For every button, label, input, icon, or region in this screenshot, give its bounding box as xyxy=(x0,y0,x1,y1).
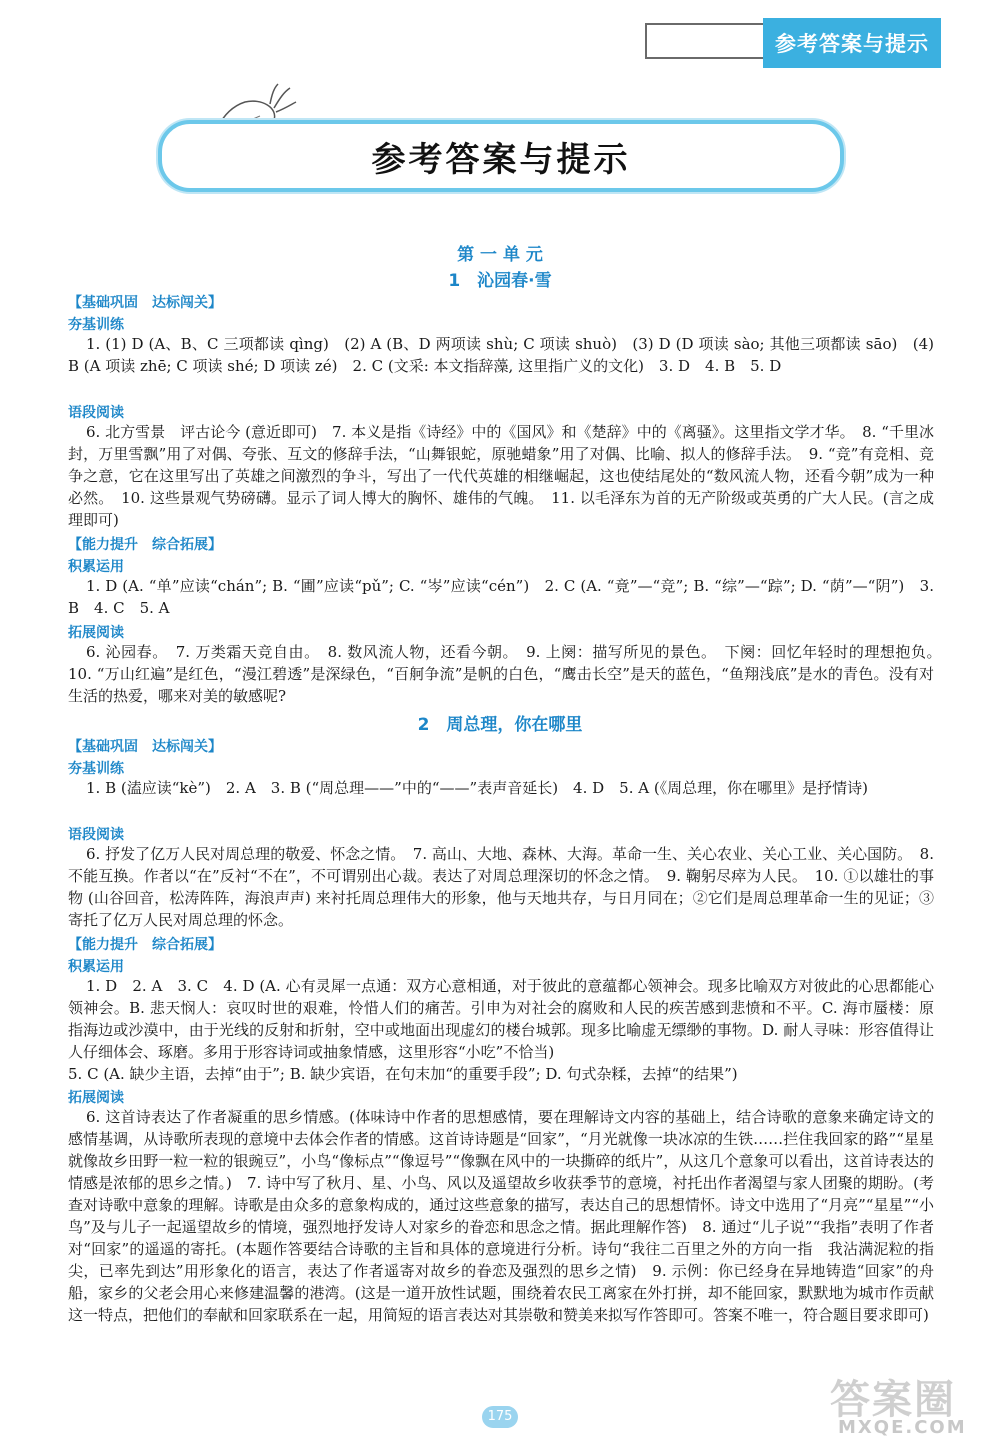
subsection-label: 语段阅读 xyxy=(68,405,124,421)
section-label: 【基础巩固 达标闯关】 xyxy=(68,739,222,755)
section-label: 【基础巩固 达标闯关】 xyxy=(68,295,222,311)
subsection-label: 夯基训练 xyxy=(68,761,124,777)
answer-paragraph: 6. 这首诗表达了作者凝重的思乡情感。(体味诗中作者的思想感情，要在理解诗文内容的基础上，结合诗歌的意象来确定诗文的感情基调，从诗歌所表现的意境中去体会作者的情感。这首诗诗题是“回家”，“月光就像一块冰凉的生铁……拦住我回家的路”“星星就像故乡田野一粒一粒的银豌豆”，小鸟“像标点”“像逗号”“像飘在风中的一块撕碎的纸片”，从这几个意象可以看出，这首诗表达的情感是浓郁的思乡之情。) 7. 诗中写了秋月、星、小鸟、风以及遥望故乡收获季节的意境，衬托出作者渴望与家人团聚的期盼。(考查对诗歌中意象的理解。诗歌是由众多的意象构成的，通过这些意象的描写，表达自己的思想情怀。诗文中选用了“月亮”“星星”“小鸟”及与儿子一起遥望故乡的情境，强烈地抒发诗人对家乡的眷恋和思念之情。据此理解作答) 8. 通过“儿子说”“我指”表明了作者对“回家”的遥遥的寄托。(本题作答要结合诗歌的主旨和具体的意境进行分析。诗句“我往二百里之外的方向一指 我沾满泥粒的指尖，已率先到达”用形象化的语言，表达了作者遥寄对故乡的眷恋及强烈的思乡之情) 9. 示例：你已经身在异地铸造“回家”的舟船，家乡的父老会用心来修建温馨的港湾。(这是一道开放性试题，围绕着农民工离家在外打拼，却不能回家，默默地为城市作贡献这一特点，把他们的奉献和回家联系在一起，用简短的语言表达对其崇敬和赞美来拟写作答即可。答案不唯一，符合题目要求即可) xyxy=(68,1108,934,1324)
section-label: 【能力提升 综合拓展】 xyxy=(68,937,222,953)
page-number: 175 xyxy=(482,1406,518,1428)
answer-paragraph: 5. C (A. 缺少主语，去掉“由于”; B. 缺少宾语，在句末加“的重要手段”; D. 句式杂糅，去掉“的结果”) xyxy=(68,1065,738,1083)
subsection-label: 积累运用 xyxy=(68,559,124,575)
watermark-url: MXQE.COM xyxy=(838,1417,967,1438)
header-tab: 参考答案与提示 xyxy=(763,18,941,68)
watermark-logo: 答案圈 xyxy=(830,1377,956,1423)
answer-paragraph: 1. D 2. A 3. C 4. D (A. 心有灵犀一点通：双方心意相通，对于彼此的意蕴都心领神会。现多比喻双方对彼此的心思都能心领神会。B. 悲天悯人：哀叹时世的艰难，怜惜人们的痛苦。引申为对社会的腐败和人民的疾苦感到悲愤和不平。C. 海市蜃楼：原指海边或沙漠中，由于光线的反射和折射，空中或地面出现虚幻的楼台城郭。现多比喻虚无缥缈的事物。D. 耐人寻味：形容值得让人仔细体会、琢磨。多用于形容诗词或抽象情感，这里形容“小吃”不恰当) xyxy=(68,977,934,1061)
subsection-label: 拓展阅读 xyxy=(68,1090,124,1106)
lesson-heading: 1 沁园春·雪 xyxy=(448,271,552,291)
answer-paragraph: 6. 沁园春。 7. 万类霜天竞自由。 8. 数风流人物，还看今朝。 9. 上阕：描写所见的景色。 下阕：回忆年轻时的理想抱负。 10. “万山红遍”是红色，“漫江碧透”是深绿色，“百舸争流”是帆的白色，“鹰击长空”是天的蓝色，“鱼翔浅底”是水的青色。没有对生活的热爱，哪来对美的敏感呢? xyxy=(68,643,950,705)
section-label: 【能力提升 综合拓展】 xyxy=(68,537,222,553)
lesson-heading: 2 周总理，你在哪里 xyxy=(417,715,583,735)
answer-paragraph: 1. D (A. “单”应读“chán”; B. “圃”应读“pǔ”; C. “岑”应读“cén”) 2. C (A. “竟”—“竞”; B. “综”—“踪”; D. “荫”—“阴”) 3. B 4. C 5. A xyxy=(68,577,934,617)
answer-paragraph: 1. (1) D (A、B、C 三项都读 qìng) (2) A (B、D 两项读 shù; C 项读 shuò) (3) D (D 项读 sào; 其他三项都读 sāo) (4) B (A 项读 zhē; C 项读 shé; D 项读 zé) 2. C (文采: 本文指辞藻, 这里指广义的文化) 3. D 4. B 5. D xyxy=(68,335,934,375)
unit-heading: 第 一 单 元 xyxy=(457,245,543,265)
subsection-label: 积累运用 xyxy=(68,959,124,975)
answer-paragraph: 1. B (溘应读“kè”) 2. A 3. B (“周总理——”中的“——”表声音延长) 4. D 5. A (《周总理，你在哪里》是抒情诗) xyxy=(86,779,869,797)
subsection-label: 拓展阅读 xyxy=(68,625,124,641)
header-blank-box xyxy=(645,23,763,59)
title-banner xyxy=(158,120,844,192)
subsection-label: 语段阅读 xyxy=(68,827,124,843)
answer-paragraph: 6. 抒发了亿万人民对周总理的敬爱、怀念之情。 7. 高山、大地、森林、大海。革命一生、关心农业、关心工业、关心国防。 8. 不能互换。作者以“在”反衬“不在”，不可谓别出心裁。表达了对周总理深切的怀念之情。 9. 鞠躬尽瘁为人民。 10. ①以雄壮的事物 (山谷回音，松涛阵阵，海浪声声) 来衬托周总理伟大的形象，他与天地共存，与日月同在；②它们是周总理革命一生的见证；③寄托了亿万人民对周总理的怀念。 xyxy=(68,845,934,929)
page-title: 参考答案与提示 xyxy=(371,139,631,180)
subsection-label: 夯基训练 xyxy=(68,317,124,333)
answer-paragraph: 6. 北方雪景 评古论今 (意近即可) 7. 本义是指《诗经》中的《国风》和《楚辞》中的《离骚》。这里指文学才华。 8. “千里冰封，万里雪飘”用了对偶、夸张、互文的修辞手法，“山舞银蛇，原驰蜡象”用了对偶、比喻、拟人的修辞手法。 9. “竞”有竞相、竞争之意，它在这里写出了英雄之间激烈的争斗，写出了一代代英雄的相继崛起，这也使结尾处的“数风流人物，还看今朝”成为一种必然。 10. 这些景观气势磅礴。显示了词人博大的胸怀、雄伟的气魄。 11. 以毛泽东为首的无产阶级或英勇的广大人民。(言之成理即可) xyxy=(68,423,934,529)
